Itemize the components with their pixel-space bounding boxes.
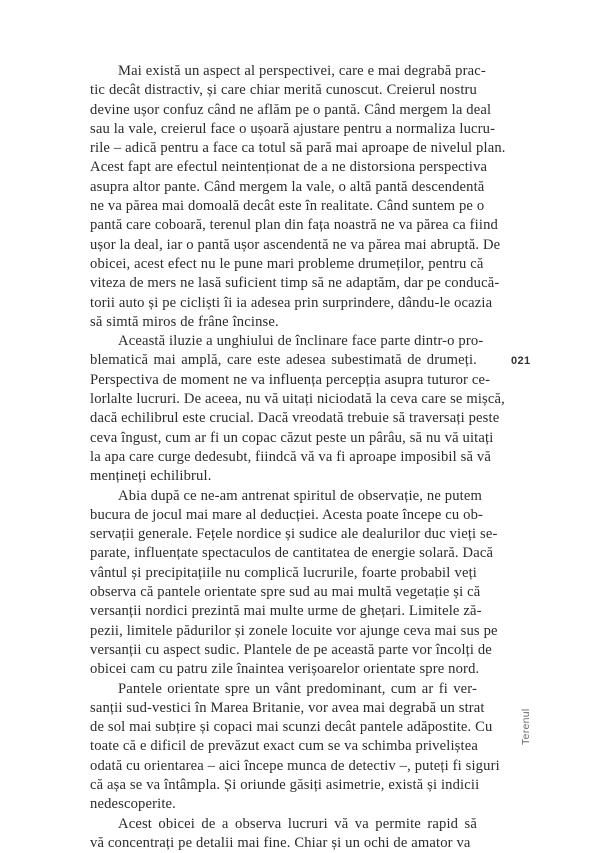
page-number: 021 bbox=[511, 355, 531, 367]
text-line: asupra altor pante. Când mergem la vale, o altă pantă descendentă bbox=[90, 178, 485, 195]
text-line: odată cu orientarea – aici începe munca de detectiv –, puteți fi siguri bbox=[90, 757, 500, 774]
text-line: viteza de mers ne lasă suficient timp să ne adaptăm, dar pe conducă- bbox=[90, 275, 500, 292]
text-line: pezii, limitele pădurilor și zonele locuite vor ajunge ceva mai sus pe bbox=[90, 622, 498, 639]
text-line: versanții cu aspect sudic. Plantele de pe această parte vor încolți de bbox=[90, 641, 492, 658]
text-line: nedescoperite. bbox=[90, 796, 176, 813]
text-line: Pantele orientate spre un vânt predominant, cum ar fi ver- bbox=[118, 680, 477, 697]
text-line: la apa care curge dedesubt, fiindcă vă va fi aproape imposibil să vă bbox=[90, 448, 491, 465]
text-line: Perspectiva de moment ne va influența percepția asupra tuturor ce- bbox=[90, 371, 491, 388]
text-line: ne va părea mai domoală decât este în realitate. Când suntem pe o bbox=[90, 198, 485, 215]
text-line: Acest obicei de a observa lucruri vă va permite rapid să bbox=[118, 815, 477, 832]
paragraph bbox=[90, 487, 498, 680]
text-line: parate, influențate spectaculos de cantitatea de energie solară. Dacă bbox=[90, 545, 494, 562]
text-line: rile – adică pentru a face ca totul să pară mai aproape de nivelul plan. bbox=[90, 140, 506, 157]
text-line: toate că e dificil de prevăzut exact cum se va schimba priveliștea bbox=[90, 738, 478, 755]
text-line: versanții nordici prezintă mai multe urme de ghețari. Limitele ză- bbox=[90, 603, 482, 620]
text-line: servații generale. Fețele nordice și sudice ale dealurilor duc vieți se- bbox=[90, 526, 498, 543]
text-line: să simtă miros de frâne încinse. bbox=[90, 313, 279, 330]
text-line: Acest fapt are efectul neintenționat de a ne distorsiona perspectiva bbox=[90, 159, 488, 176]
text-line: devine ușor confuz când ne aflăm pe o pantă. Când mergem la deal bbox=[90, 101, 492, 118]
paragraph bbox=[90, 815, 477, 853]
text-line: mențineți echilibrul. bbox=[90, 468, 212, 485]
text-line: dacă echilibrul este crucial. Dacă vreodată trebuie să traversați peste bbox=[90, 410, 500, 427]
text-line: de sol mai subțire și copaci mai scunzi decât pantele adăpostite. Cu bbox=[90, 719, 493, 736]
text-line: ceva îngust, cum ar fi un copac căzut peste un pârâu, să nu vă uitați bbox=[90, 429, 494, 446]
paragraph bbox=[90, 62, 506, 332]
body-text bbox=[90, 62, 506, 853]
paragraph bbox=[90, 332, 505, 486]
text-line: că așa se va întâmpla. Și oriunde găsiți asimetrie, există și indicii bbox=[90, 776, 480, 793]
text-line: torii auto și pe cicliști îi ia adesea prin surprindere, dându-le ocazia bbox=[90, 294, 493, 311]
text-line: pantă care coboară, terenul plan din fața noastră ne va părea ca fiind bbox=[90, 217, 498, 234]
text-line: observa că pantele orientate spre sud au mai multă vegetație și că bbox=[90, 584, 481, 601]
text-line: blematică mai amplă, care este adesea subestimată de drumeți. bbox=[90, 352, 477, 369]
text-line: sau la vale, creierul face o ușoară ajustare pentru a normaliza lucru- bbox=[90, 120, 496, 137]
text-line: obicei cam cu patru zile înaintea verișoarelor orientate spre nord. bbox=[90, 661, 480, 678]
running-head: Terenul bbox=[520, 708, 532, 745]
text-line: lorlalte lucruri. De aceea, nu vă uitați niciodată la ceva care se mișcă, bbox=[90, 391, 505, 408]
paragraph bbox=[90, 680, 500, 815]
text-line: Abia după ce ne-am antrenat spiritul de observație, ne putem bbox=[118, 487, 482, 504]
text-line: tic decât distractiv, și care chiar merită cunoscut. Creierul nostru bbox=[90, 82, 477, 99]
text-line: ușor la deal, iar o pantă ușor ascendentă ne va părea mai abruptă. De bbox=[90, 236, 501, 253]
text-line: bucura de jocul mai mare al deducției. Acesta poate începe cu ob- bbox=[90, 506, 484, 523]
text-line: sanții sud-vestici în Marea Britanie, vor avea mai degrabă un strat bbox=[90, 699, 485, 716]
text-line: Această iluzie a unghiului de înclinare face parte dintr-o pro- bbox=[118, 333, 484, 350]
text-line: vântul și precipitațiile nu complică lucrurile, foarte probabil veți bbox=[90, 564, 477, 581]
text-line: vă concentrați pe detalii mai fine. Chiar și un ochi de amator va bbox=[90, 834, 471, 851]
text-line: obicei, acest efect nu le pune mari probleme drumeților, pentru că bbox=[90, 255, 484, 272]
text-line: Mai există un aspect al perspectivei, care e mai degrabă prac- bbox=[118, 63, 486, 79]
